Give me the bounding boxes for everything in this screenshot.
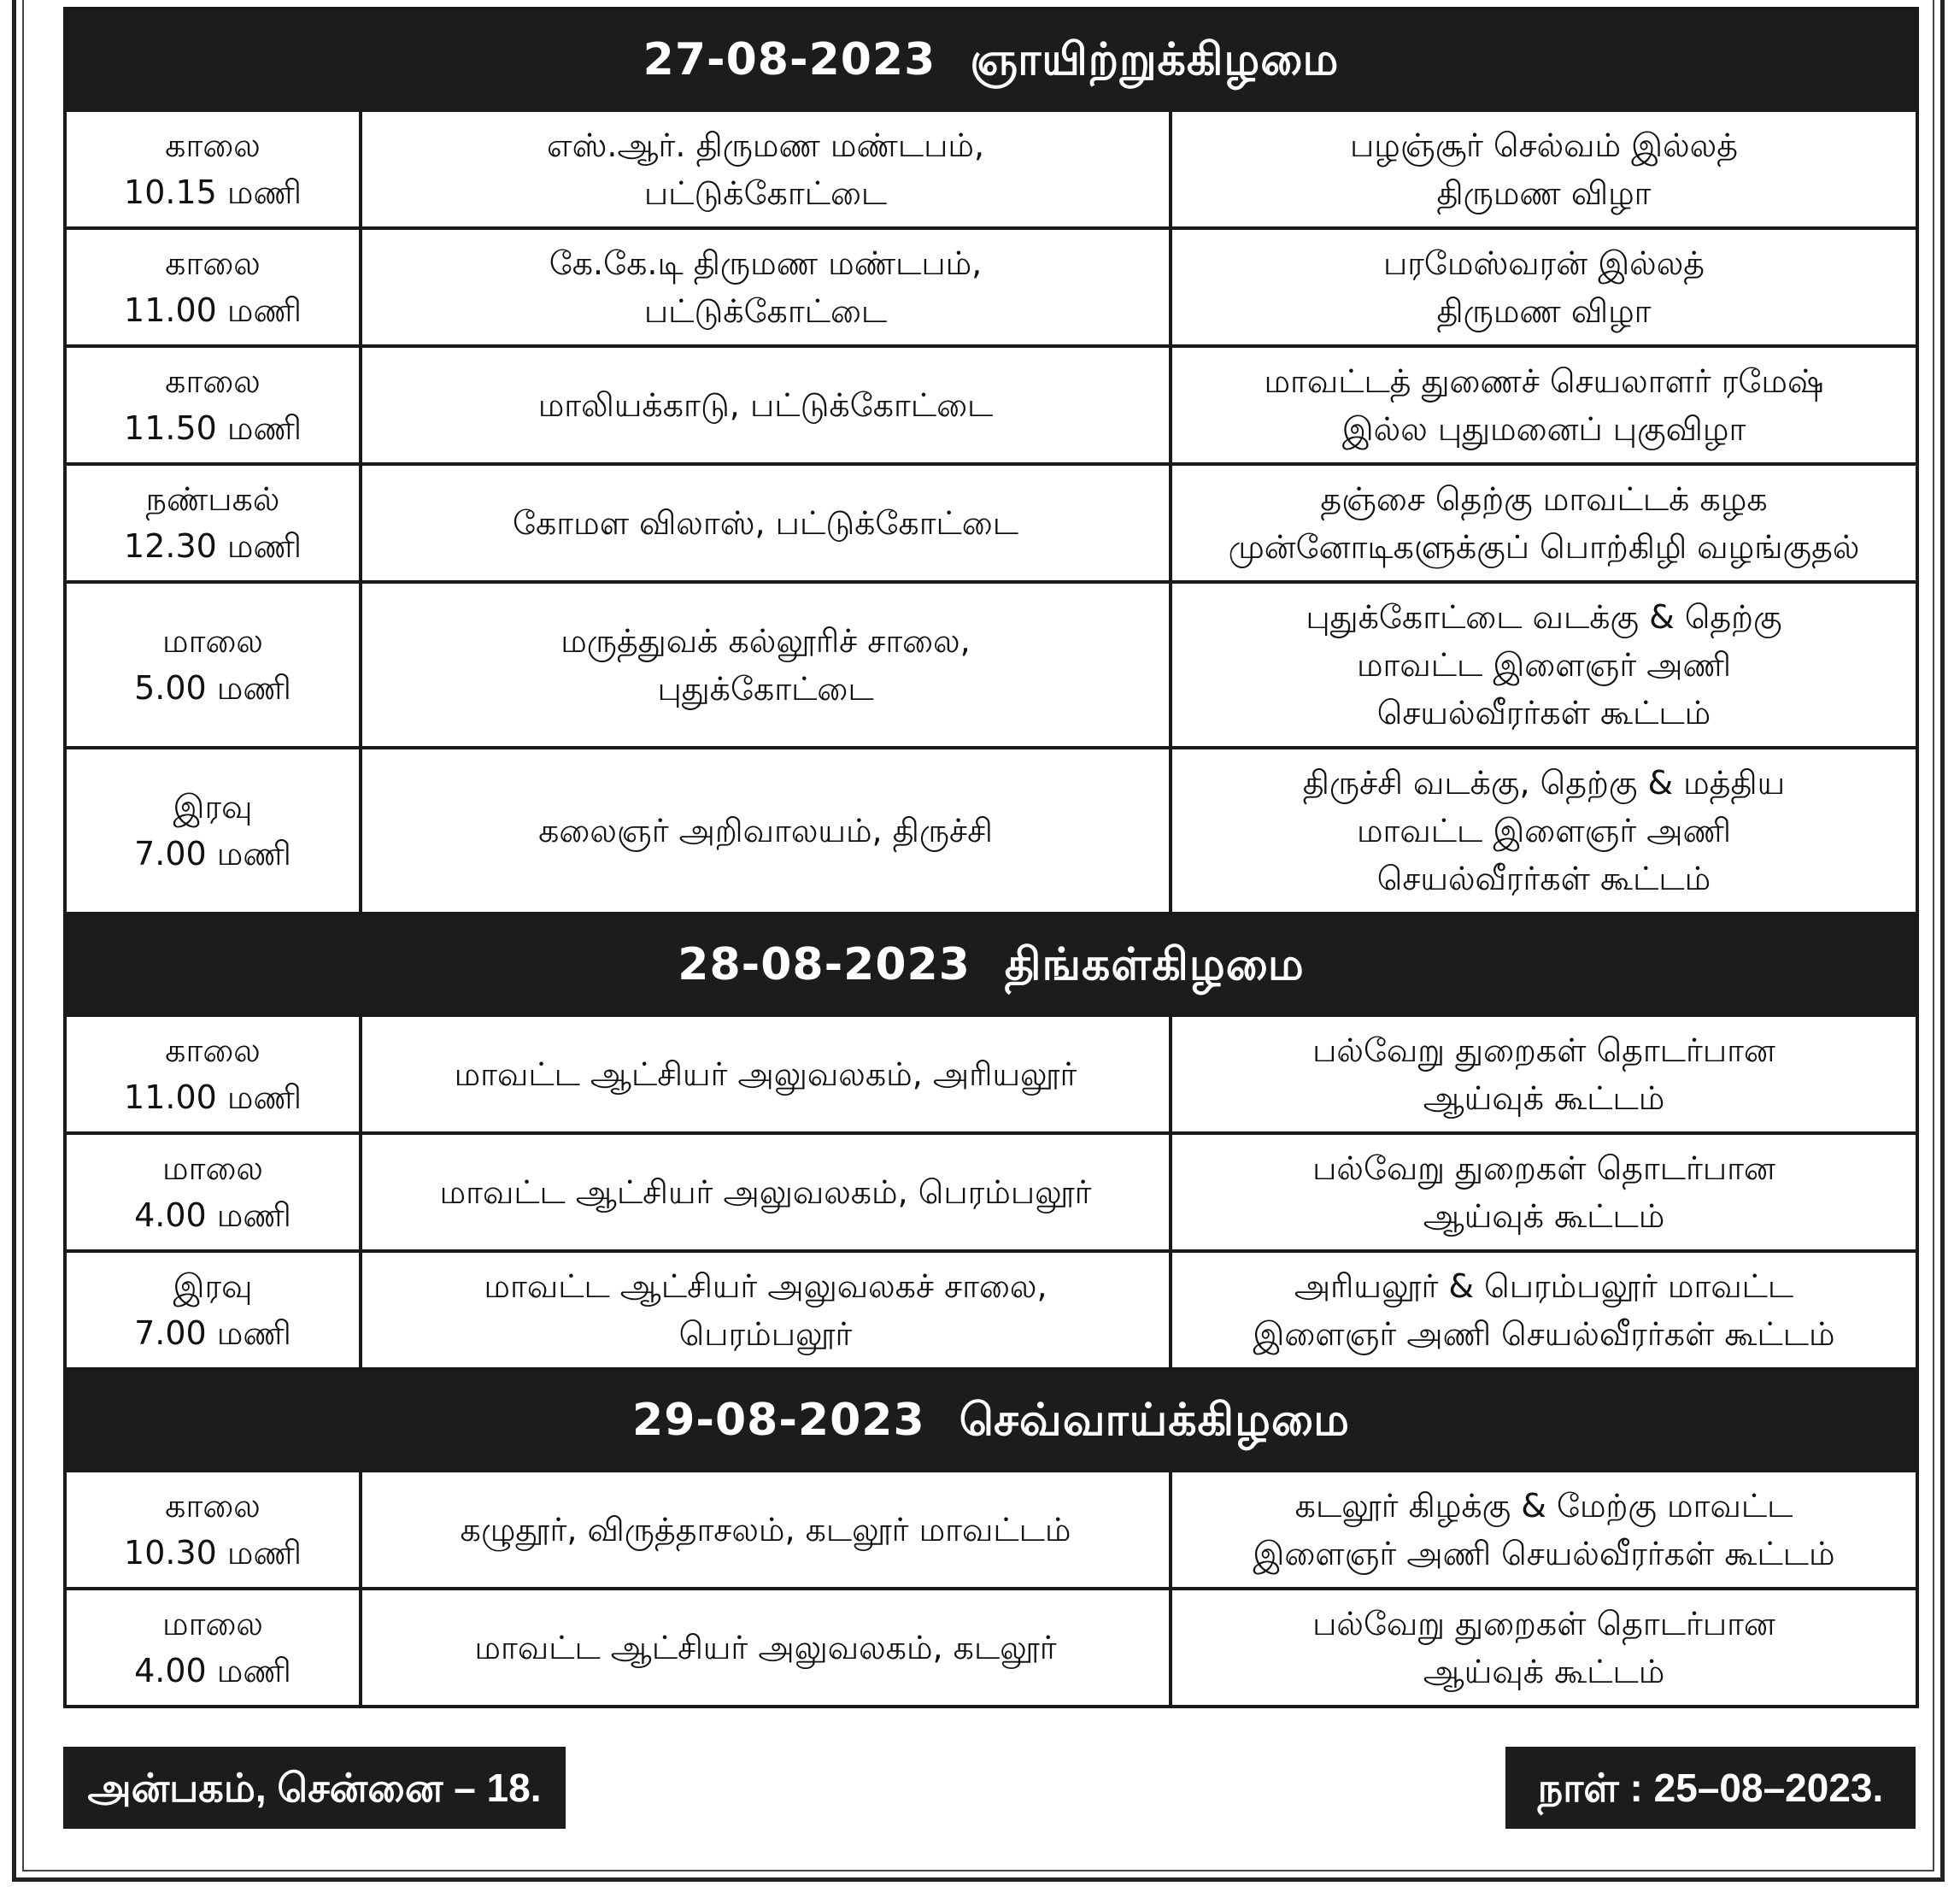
event-line: இளைஞர் அணி செயல்வீரர்கள் கூட்டம் xyxy=(1253,1315,1835,1353)
footer-location: அன்பகம், சென்னை – 18. xyxy=(63,1747,566,1829)
venue-line: கழுதூர், விருத்தாசலம், கடலூர் மாவட்டம் xyxy=(460,1511,1071,1548)
time-value: 10.30 மணி xyxy=(124,1534,302,1572)
schedule-row xyxy=(65,110,1917,228)
event-line: பல்வேறு துறைகள் தொடர்பான xyxy=(1312,1149,1775,1187)
venue-line: மாவட்ட ஆட்சியர் அலுவலகம், அரியலூர் xyxy=(454,1055,1077,1093)
venue-cell xyxy=(361,346,1171,464)
schedule-row xyxy=(65,1471,1917,1589)
schedule-table xyxy=(63,7,1919,1708)
venue-line: கே.கே.டி திருமண மண்டபம், xyxy=(549,244,983,282)
event-line: ஆய்வுக் கூட்டம் xyxy=(1423,1197,1665,1235)
venue-cell xyxy=(361,110,1171,228)
time-value: 7.00 மணி xyxy=(134,835,291,873)
day-weekday: ஞாயிற்றுக்கிழமை xyxy=(970,33,1340,85)
time-cell xyxy=(65,1251,361,1369)
venue-cell xyxy=(361,1251,1171,1369)
venue-cell xyxy=(361,1015,1171,1133)
time-value: 11.00 மணி xyxy=(124,291,302,329)
event-line: செயல்வீரர்கள் கூட்டம் xyxy=(1376,694,1711,732)
venue-line: கலைஞர் அறிவாலயம், திருச்சி xyxy=(538,812,993,849)
schedule-row xyxy=(65,346,1917,464)
time-period: மாலை xyxy=(162,1605,263,1642)
schedule-row xyxy=(65,1589,1917,1707)
event-cell xyxy=(1171,1133,1917,1251)
event-line: பல்வேறு துறைகள் தொடர்பான xyxy=(1312,1031,1775,1069)
time-period: காலை xyxy=(165,362,261,400)
day-date: 29-08-2023 xyxy=(632,1394,925,1446)
time-cell xyxy=(65,110,361,228)
venue-line: மாலியக்காடு, பட்டுக்கோட்டை xyxy=(537,386,994,424)
venue-cell xyxy=(361,748,1171,914)
event-cell xyxy=(1171,110,1917,228)
schedule-row xyxy=(65,582,1917,748)
event-line: கடலூர் கிழக்கு & மேற்கு மாவட்ட xyxy=(1294,1487,1793,1525)
time-cell xyxy=(65,582,361,748)
venue-line: கோமள விலாஸ், பட்டுக்கோட்டை xyxy=(512,504,1019,542)
venue-cell xyxy=(361,1471,1171,1589)
day-header-row xyxy=(65,914,1917,1015)
event-line: இல்ல புதுமனைப் புகுவிழா xyxy=(1341,410,1746,448)
event-line: பரமேஸ்வரன் இல்லத் xyxy=(1382,244,1705,282)
schedule-row xyxy=(65,1251,1917,1369)
event-cell xyxy=(1171,464,1917,582)
day-header-row xyxy=(65,1369,1917,1471)
time-period: இரவு xyxy=(173,788,253,826)
time-period: மாலை xyxy=(162,1149,263,1187)
time-cell xyxy=(65,1015,361,1133)
event-line: தஞ்சை தெற்கு மாவட்டக் கழக xyxy=(1320,480,1768,518)
event-line: திருமண விழா xyxy=(1436,174,1652,212)
time-value: 7.00 மணி xyxy=(134,1314,291,1352)
venue-cell xyxy=(361,464,1171,582)
event-line: மாவட்டத் துணைச் செயலாளர் ரமேஷ் xyxy=(1264,362,1824,400)
time-cell xyxy=(65,1133,361,1251)
event-line: திருமண விழா xyxy=(1436,292,1652,330)
day-header xyxy=(65,1369,1917,1471)
venue-line: பெரம்பலூர் xyxy=(678,1315,853,1353)
time-cell xyxy=(65,1471,361,1589)
time-period: காலை xyxy=(165,244,261,282)
event-cell xyxy=(1171,1251,1917,1369)
time-value: 12.30 மணி xyxy=(124,527,302,565)
schedule-row xyxy=(65,228,1917,346)
time-period: காலை xyxy=(165,1487,261,1525)
event-cell xyxy=(1171,1589,1917,1707)
venue-line: மாவட்ட ஆட்சியர் அலுவலகம், கடலூர் xyxy=(474,1629,1057,1666)
venue-cell xyxy=(361,228,1171,346)
day-date: 28-08-2023 xyxy=(678,938,971,990)
time-cell xyxy=(65,1589,361,1707)
event-line: முன்னோடிகளுக்குப் பொற்கிழி வழங்குதல் xyxy=(1228,528,1860,566)
venue-line: பட்டுக்கோட்டை xyxy=(643,174,888,212)
event-cell xyxy=(1171,582,1917,748)
event-line: பல்வேறு துறைகள் தொடர்பான xyxy=(1312,1605,1775,1642)
time-value: 10.15 மணி xyxy=(124,173,302,211)
event-line: அரியலூர் & பெரம்பலூர் மாவட்ட xyxy=(1294,1267,1794,1305)
venue-cell xyxy=(361,1133,1171,1251)
schedule-row xyxy=(65,464,1917,582)
event-cell xyxy=(1171,748,1917,914)
venue-line: எஸ்.ஆர். திருமண மண்டபம், xyxy=(546,126,985,164)
event-cell xyxy=(1171,1471,1917,1589)
time-value: 11.00 மணி xyxy=(124,1078,302,1116)
event-cell xyxy=(1171,1015,1917,1133)
time-value: 11.50 மணி xyxy=(124,409,302,447)
venue-line: மாவட்ட ஆட்சியர் அலுவலகம், பெரம்பலூர் xyxy=(439,1173,1092,1211)
day-date: 27-08-2023 xyxy=(643,33,936,85)
time-cell xyxy=(65,346,361,464)
schedule-row xyxy=(65,748,1917,914)
event-line: செயல்வீரர்கள் கூட்டம் xyxy=(1376,860,1711,897)
time-period: நண்பகல் xyxy=(145,480,280,518)
venue-line: மாவட்ட ஆட்சியர் அலுவலகச் சாலை, xyxy=(484,1267,1047,1305)
schedule-row xyxy=(65,1015,1917,1133)
day-header-row xyxy=(65,9,1917,110)
event-line: மாவட்ட இளைஞர் அணி xyxy=(1356,812,1732,849)
day-header xyxy=(65,914,1917,1015)
time-value: 4.00 மணி xyxy=(134,1652,291,1689)
time-value: 4.00 மணி xyxy=(134,1196,291,1234)
time-cell xyxy=(65,228,361,346)
event-line: ஆய்வுக் கூட்டம் xyxy=(1423,1079,1665,1117)
time-cell xyxy=(65,464,361,582)
event-line: திருச்சி வடக்கு, தெற்கு & மத்திய xyxy=(1302,764,1786,802)
time-value: 5.00 மணி xyxy=(134,669,291,707)
time-period: இரவு xyxy=(173,1267,253,1305)
venue-cell xyxy=(361,582,1171,748)
time-period: மாலை xyxy=(162,622,263,660)
time-period: காலை xyxy=(165,126,261,164)
event-line: புதுக்கோட்டை வடக்கு & தெற்கு xyxy=(1306,598,1782,636)
schedule-row xyxy=(65,1133,1917,1251)
day-weekday: செவ்வாய்க்கிழமை xyxy=(959,1394,1350,1446)
time-cell xyxy=(65,748,361,914)
venue-line: பட்டுக்கோட்டை xyxy=(643,292,888,330)
day-header xyxy=(65,9,1917,110)
venue-cell xyxy=(361,1589,1171,1707)
venue-line: மருத்துவக் கல்லூரிச் சாலை, xyxy=(560,622,971,660)
time-period: காலை xyxy=(165,1031,261,1069)
footer-date: நாள் : 25–08–2023. xyxy=(1505,1747,1916,1829)
event-cell xyxy=(1171,346,1917,464)
event-line: மாவட்ட இளைஞர் அணி xyxy=(1356,646,1732,684)
event-cell xyxy=(1171,228,1917,346)
event-line: பழஞ்சூர் செல்வம் இல்லத் xyxy=(1350,126,1738,164)
venue-line: புதுக்கோட்டை xyxy=(657,670,874,708)
day-weekday: திங்கள்கிழமை xyxy=(1004,938,1305,990)
event-line: இளைஞர் அணி செயல்வீரர்கள் கூட்டம் xyxy=(1253,1535,1835,1572)
event-line: ஆய்வுக் கூட்டம் xyxy=(1423,1653,1665,1690)
